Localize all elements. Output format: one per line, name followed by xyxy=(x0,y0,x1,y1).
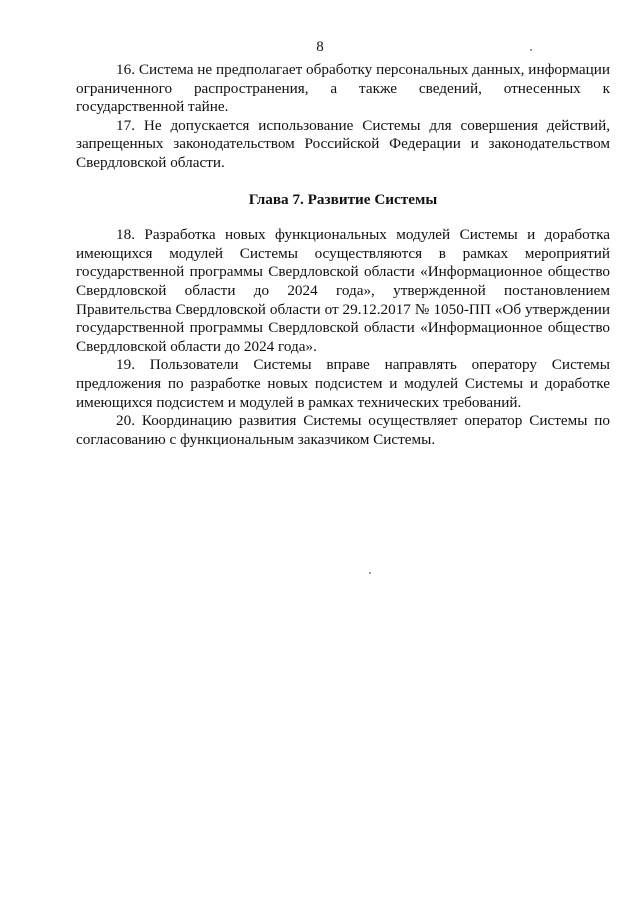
page-number: 8 xyxy=(316,39,324,55)
paragraph-17: 17. Не допускается использование Системы для совершения действий, запрещенных законодательством Российской Федерации и законодательством Свердловской области. xyxy=(76,116,610,171)
paragraph-18: 18. Разработка новых функциональных модулей Системы и доработка имеющихся модулей Системы осуществляются в рамках мероприятий государственной программы Свердловской области «Информационное общество Свердловской области до 2024 года», утвержденной постановлением Правительства Свердловской области от 29.12.2017 № 1050-ПП «Об утверждении государственной программы Свердловской области «Информационное общество Свердловской области до 2024 года». xyxy=(76,226,610,355)
chapter-heading: Глава 7. Развитие Системы xyxy=(248,190,438,208)
paragraph-20: 20. Координацию развития Системы осуществляет оператор Системы по согласованию с функциональным заказчиком Системы. xyxy=(76,412,610,448)
document-body xyxy=(76,61,610,449)
scan-speck xyxy=(369,572,371,574)
paragraph-19: 19. Пользователи Системы вправе направлять оператору Системы предложения по разработке новых подсистем и модулей Системы и доработке имеющихся подсистем и модулей в рамках технических требований. xyxy=(76,356,610,411)
scan-speck xyxy=(530,49,532,51)
paragraph-16: 16. Система не предполагает обработку персональных данных, информации ограниченного распространения, а также сведений, отнесенных к государственной тайне. xyxy=(76,61,610,116)
